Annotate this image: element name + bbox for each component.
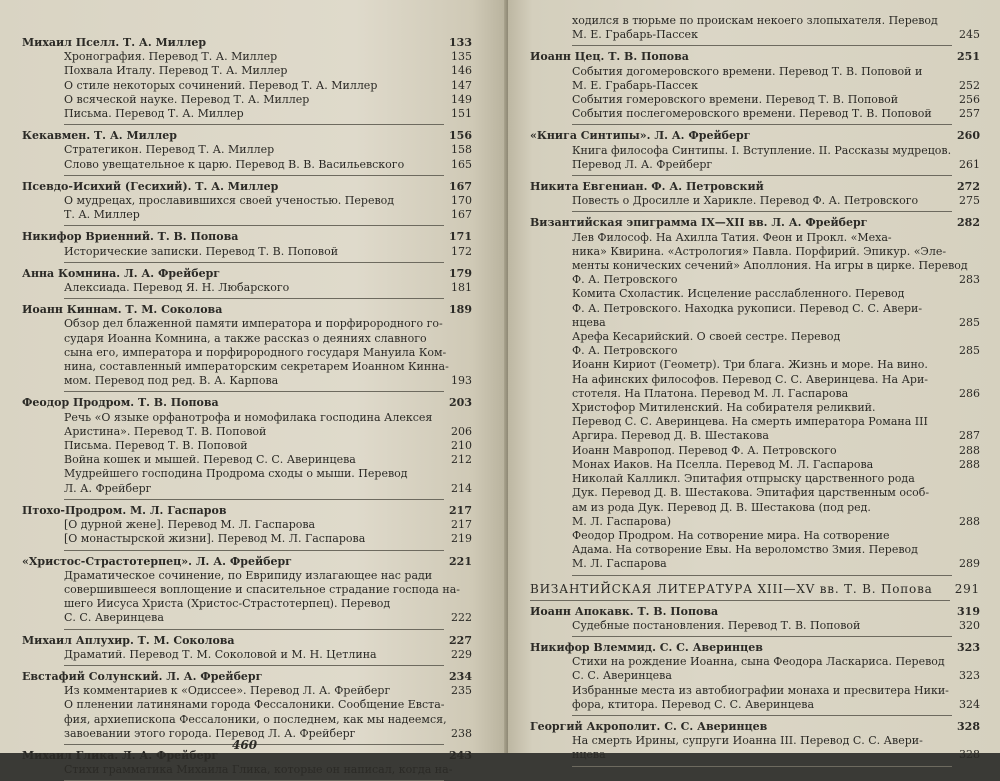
- toc-entry-line: [530, 669, 980, 683]
- toc-entry-line: [530, 158, 980, 172]
- toc-page-number: 214: [451, 481, 472, 495]
- toc-page-number: 181: [451, 281, 472, 295]
- toc-entry-text: ходился в тюрьме по проискам некоего злопыхателя. Перевод: [572, 14, 938, 27]
- toc-entry-text: М. Л. Гаспарова: [572, 557, 667, 571]
- toc-entry-line: [22, 281, 472, 295]
- toc-author-heading: [22, 396, 472, 410]
- toc-entry-line: [530, 501, 980, 515]
- divider: [572, 175, 952, 176]
- toc-page-number: 285: [959, 344, 980, 358]
- toc-entry-text: сына его, императора и порфирородного государя Мануила Ком-: [64, 345, 447, 359]
- toc-entry-line: [530, 529, 980, 543]
- toc-entry-text: С. С. Аверинцева: [64, 611, 164, 625]
- toc-page-number: 275: [959, 194, 980, 208]
- toc-page-number: 146: [451, 64, 472, 78]
- toc-entry-line: [530, 287, 980, 301]
- toc-page-number: 221: [449, 554, 472, 568]
- toc-author-heading: [22, 634, 472, 648]
- toc-page-number: 256: [959, 93, 980, 107]
- toc-page-number: 167: [451, 208, 472, 222]
- toc-page-number: 171: [449, 230, 472, 244]
- toc-entry-line: [22, 374, 472, 388]
- toc-page-number: 260: [957, 129, 980, 143]
- toc-page-number: 323: [959, 669, 980, 683]
- toc-page-number: 179: [449, 266, 472, 280]
- toc-entry-text: Перевод Л. А. Фрейберг: [572, 157, 713, 171]
- toc-page-number: 282: [957, 216, 980, 230]
- toc-page-number: 147: [451, 78, 472, 92]
- toc-entry-line: [22, 569, 472, 583]
- toc-entry-text: Иоанн Киннам. Т. М. Соколова: [22, 303, 223, 317]
- toc-entry-text: фора, ктитора. Перевод С. С. Аверинцева: [572, 697, 815, 711]
- toc-page-number: 235: [451, 684, 472, 698]
- toc-entry-text: завоевании этого города. Перевод Л. А. Фрейберг: [64, 726, 356, 740]
- toc-page-number: 206: [451, 424, 472, 438]
- toc-entry-line: [530, 486, 980, 500]
- toc-page-number: 328: [957, 719, 980, 733]
- toc-entry-text: Михаил Аплухир. Т. М. Соколова: [22, 633, 235, 647]
- toc-entry-line: [530, 619, 980, 633]
- toc-page-number: 189: [449, 303, 472, 317]
- toc-entry-line: [22, 107, 472, 121]
- toc-entry-text: Алексиада. Перевод Я. Н. Любарского: [64, 281, 290, 295]
- toc-entry-text: Иоанн Цец. Т. В. Попова: [530, 50, 689, 64]
- toc-entry-line: [22, 332, 472, 346]
- toc-entry-line: [530, 515, 980, 529]
- toc-entry-line: [22, 713, 472, 727]
- toc-entry-text: О стиле некоторых сочинений. Перевод Т. А. Миллер: [64, 78, 378, 92]
- toc-entry: [22, 129, 472, 172]
- toc-page-number: 156: [449, 129, 472, 143]
- toc-entry-line: [530, 655, 980, 669]
- toc-entry: [22, 504, 472, 547]
- toc-page-number: 323: [957, 640, 980, 654]
- toc-page-number: 217: [451, 518, 472, 532]
- toc-entry-text: Иоанн Мавропод. Перевод Ф. А. Петровского: [572, 443, 837, 457]
- toc-entry-line: [22, 64, 472, 78]
- toc-entry-line: [530, 373, 980, 387]
- toc-page-number: 222: [451, 611, 472, 625]
- toc-entry-line: [22, 425, 472, 439]
- divider: [572, 715, 952, 716]
- toc-page-number: 251: [957, 50, 980, 64]
- toc-entry-line: [530, 344, 980, 358]
- toc-entry-text: М. Е. Грабарь-Пассек: [572, 78, 698, 92]
- toc-entry-text: На смерть Ирины, супруги Иоанна III. Перевод С. С. Авери-: [572, 734, 923, 748]
- toc-entry-text: Л. А. Фрейберг: [64, 481, 152, 495]
- toc-entry-line: [530, 330, 980, 344]
- toc-entry-text: Стихи на рождение Иоанна, сына Феодора Ласкариса. Перевод: [572, 655, 945, 669]
- toc-entry: [530, 129, 980, 172]
- toc-page-number: 219: [451, 532, 472, 546]
- toc-entry-text: Повесть о Дросилле и Харикле. Перевод Ф. А. Петровского: [572, 194, 919, 208]
- toc-entry-line: [530, 401, 980, 415]
- toc-entry-text: О всяческой науке. Перевод Т. А. Миллер: [64, 92, 310, 106]
- toc-author-heading: [22, 303, 472, 317]
- toc-entry-text: мом. Перевод под ред. В. А. Карпова: [64, 374, 279, 388]
- toc-page-number: 288: [959, 514, 980, 528]
- toc-entry-line: [22, 93, 472, 107]
- toc-page-number: 172: [451, 244, 472, 258]
- toc-entry-line: [530, 458, 980, 472]
- toc-entry-line: [22, 648, 472, 662]
- toc-page-number: 324: [959, 697, 980, 711]
- toc-entry-line: [530, 557, 980, 571]
- divider: [572, 766, 952, 767]
- toc-author-heading: [530, 216, 980, 230]
- toc-entry-text: Мудрейшего господина Продрома сходы о мыши. Перевод: [64, 467, 408, 481]
- toc-entry-text: Анна Комнина. Л. А. Фрейберг: [22, 266, 221, 280]
- toc-entry-text: менты конических сечений» Аполлония. На игры в цирке. Перевод: [572, 259, 968, 273]
- toc-entry-text: Кекавмен. Т. А. Миллер: [22, 129, 177, 143]
- toc-page-number: 210: [451, 439, 472, 453]
- toc-entry-line: [530, 144, 980, 158]
- toc-entry-line: [22, 597, 472, 611]
- toc-page-number: 170: [451, 194, 472, 208]
- toc-entry-text: Речь «О языке орфанотрофа и номофилака господина Алексея: [64, 410, 433, 424]
- toc-entry-line: [22, 532, 472, 546]
- toc-entry-text: Иоанн Апокавк. Т. В. Попова: [530, 604, 719, 618]
- divider: [64, 262, 444, 263]
- toc-entry-text: С. С. Аверинцева: [572, 669, 672, 683]
- divider: [64, 124, 444, 125]
- toc-entry-text: Монах Иаков. На Пселла. Перевод М. Л. Гаспарова: [572, 457, 874, 471]
- toc-entry-text: Ф. А. Петровского. Находка рукописи. Перевод С. С. Авери-: [572, 301, 923, 315]
- toc-entry-text: О пленении латинянами города Фессалоники. Сообщение Евста-: [64, 698, 445, 712]
- divider: [64, 391, 444, 392]
- toc-entry: [22, 303, 472, 388]
- toc-entry: [22, 267, 472, 295]
- toc-entry-text: Ф. А. Петровского: [572, 273, 678, 287]
- toc-page-number: 283: [959, 273, 980, 287]
- divider: [572, 124, 952, 125]
- toc-entry-text: Письма. Перевод Т. А. Миллер: [64, 107, 244, 121]
- toc-entry-line: [530, 65, 980, 79]
- toc-page-number: 286: [959, 386, 980, 400]
- divider: [572, 636, 952, 637]
- toc-entry-text: фия, архиепископа Фессалоники, о последнем, как мы надеемся,: [64, 712, 447, 726]
- toc-entry-line: [22, 158, 472, 172]
- toc-entry-text: сударя Иоанна Комнина, а также рассказ о деяниях славного: [64, 331, 427, 345]
- toc-entry: [22, 749, 472, 777]
- toc-entry: [22, 634, 472, 662]
- toc-entry-line: [530, 734, 980, 748]
- page-number: 460: [232, 738, 258, 752]
- toc-entry-line: [22, 79, 472, 93]
- divider: [572, 45, 952, 46]
- toc-entry: [22, 180, 472, 223]
- toc-entry-text: Византийская эпиграмма IX—XII вв. Л. А. Фрейберг: [530, 216, 868, 230]
- toc-author-heading: [22, 36, 472, 50]
- toc-page-number: 272: [957, 180, 980, 194]
- toc-entry-line: [22, 143, 472, 157]
- toc-page-number: 285: [959, 315, 980, 329]
- toc-entry-line: [530, 429, 980, 443]
- toc-author-heading: [530, 180, 980, 194]
- toc-entry: [530, 720, 980, 763]
- toc-entry: [22, 36, 472, 121]
- toc-page-number: 165: [451, 157, 472, 171]
- toc-entry-text: Перевод С. С. Аверинцева. На смерть императора Романа III: [572, 415, 928, 429]
- toc-entry-text: На афинских философов. Перевод С. С. Аверинцева. На Ари-: [572, 372, 928, 386]
- toc-author-heading: [22, 504, 472, 518]
- divider: [64, 175, 444, 176]
- toc-entry-text: Судебные постановления. Перевод Т. В. Поповой: [572, 618, 861, 632]
- toc-entry-text: Похвала Италу. Перевод Т. А. Миллер: [64, 64, 288, 78]
- toc-entry-text: нцева: [572, 748, 606, 762]
- toc-page-number: 133: [449, 36, 472, 49]
- toc-entry-line: [22, 360, 472, 374]
- toc-page-number: 288: [959, 443, 980, 457]
- toc-entry-text: нцева: [572, 315, 606, 329]
- toc-entry-line: [22, 208, 472, 222]
- toc-entry-text: Слово увещательное к царю. Перевод В. В. Васильевского: [64, 157, 405, 171]
- toc-entry-line: [22, 194, 472, 208]
- toc-entry-text: нина, составленный императорским секретарем Иоанном Кинна-: [64, 360, 449, 374]
- toc-entry-text: События гомеровского времени. Перевод Т. В. Поповой: [572, 93, 899, 107]
- toc-page-number: 212: [451, 453, 472, 467]
- toc-entry-text: Дук. Перевод Д. В. Шестакова. Эпитафия царственным особ-: [572, 486, 930, 500]
- toc-page-number: 289: [959, 557, 980, 571]
- toc-entry-line: [530, 14, 980, 28]
- toc-entry-text: Драматий. Перевод Т. М. Соколовой и М. Н. Цетлина: [64, 647, 377, 661]
- toc-page-number: 149: [451, 92, 472, 106]
- toc-entry-text: стотеля. На Платона. Перевод М. Л. Гаспарова: [572, 386, 849, 400]
- toc-entry-line: [22, 518, 472, 532]
- toc-page-number: 203: [449, 396, 472, 410]
- toc-entry-line: [530, 415, 980, 429]
- toc-entry-line: [22, 482, 472, 496]
- toc-page-number: 229: [451, 647, 472, 661]
- toc-entry-text: Стихи грамматика Михаила Глика, которые он написал, когда на-: [64, 763, 453, 777]
- toc-entry-text: Ф. А. Петровского: [572, 344, 678, 358]
- toc-entry-line: [22, 245, 472, 259]
- toc-page-number: 320: [959, 618, 980, 632]
- divider: [64, 550, 444, 551]
- toc-author-heading: [22, 267, 472, 281]
- toc-entry-text: Феодор Продром. Т. В. Попова: [22, 396, 219, 410]
- toc-entry-text: Лев Философ. На Ахилла Татия. Феон и Прокл. «Меха-: [572, 230, 892, 244]
- toc-page-number: 243: [449, 748, 472, 762]
- toc-entry-text: Христофор Митиленский. На собирателя реликвий.: [572, 401, 876, 415]
- toc-entry: [22, 396, 472, 495]
- toc-entry-text: [О дурной жене]. Перевод М. Л. Гаспарова: [64, 518, 316, 532]
- toc-entry-text: Арефа Кесарийский. О своей сестре. Перевод: [572, 330, 841, 344]
- toc-entry-line: [530, 273, 980, 287]
- toc-entry: [530, 216, 980, 571]
- toc-page-number: 167: [449, 179, 472, 193]
- toc-entry: [22, 230, 472, 258]
- toc-entry-text: Феодор Продром. На сотворение мира. На сотворение: [572, 528, 890, 542]
- toc-entry-text: Т. А. Миллер: [64, 208, 140, 222]
- toc-page-number: 288: [959, 457, 980, 471]
- toc-entry-text: Никифор Влеммид. С. С. Аверинцев: [530, 640, 763, 654]
- toc-entry-line: [22, 411, 472, 425]
- toc-entry-text: Хронография. Перевод Т. А. Миллер: [64, 50, 278, 64]
- toc-entry-text: События догомеровского времени. Перевод Т. В. Поповой и: [572, 64, 923, 78]
- toc-entry-line: [22, 453, 472, 467]
- toc-entry-text: совершившееся воплощение и спасительное страдание господа на-: [64, 582, 460, 596]
- toc-page-number: 217: [449, 503, 472, 517]
- toc-entry-line: [530, 259, 980, 273]
- toc-entry-text: Михаил Глика. Л. А. Фрейберг: [22, 748, 219, 762]
- toc-entry-text: Война кошек и мышей. Перевод С. С. Аверинцева: [64, 453, 356, 467]
- toc-entry-line: [530, 231, 980, 245]
- toc-entry-line: [530, 387, 980, 401]
- toc-page-number: 135: [451, 50, 472, 64]
- toc-entry-line: [530, 245, 980, 259]
- toc-entry-line: [530, 748, 980, 762]
- divider: [64, 225, 444, 226]
- toc-author-heading: [22, 129, 472, 143]
- toc-author-heading: [530, 720, 980, 734]
- toc-entry-text: шего Иисуса Христа (Христос-Страстотерпец). Перевод: [64, 597, 391, 611]
- toc-entry-text: «Книга Синтипы». Л. А. Фрейберг: [530, 129, 751, 143]
- divider: [530, 600, 950, 601]
- toc-page-number: 291: [954, 581, 980, 596]
- toc-entry-text: Никита Евгениан. Ф. А. Петровский: [530, 180, 764, 194]
- toc-page-number: 227: [449, 633, 472, 647]
- toc-entry-text: ам из рода Дук. Перевод Д. В. Шестакова (под ред.: [572, 500, 871, 514]
- toc-entry-text: Избранные места из автобиографии монаха и пресвитера Ники-: [572, 683, 949, 697]
- toc-entry-line: [530, 698, 980, 712]
- toc-entry-text: Из комментариев к «Одиссее». Перевод Л. А. Фрейберг: [64, 684, 391, 698]
- toc-entry-text: Комита Схоластик. Исцеление расслабленного. Перевод: [572, 287, 905, 301]
- toc-entry-line: [22, 439, 472, 453]
- toc-author-heading: [22, 555, 472, 569]
- toc-entry-text: ника» Квирина. «Астрология» Павла. Порфирий. Эпикур. «Эле-: [572, 244, 947, 258]
- toc-entry-line: [530, 316, 980, 330]
- toc-entry-line: [530, 444, 980, 458]
- toc-entry-line: [530, 107, 980, 121]
- toc-entry-text: Драматическое сочинение, по Еврипиду излагающее нас ради: [64, 568, 433, 582]
- toc-entry-line: [530, 28, 980, 42]
- toc-entry-line: [530, 79, 980, 93]
- toc-entry-text: Иоанн Кириот (Геометр). Три блага. Жизнь и море. На вино.: [572, 358, 928, 372]
- section-title: ВИЗАНТИЙСКАЯ ЛИТЕРАТУРА XIII—XV вв. Т. В. Попова: [530, 581, 933, 596]
- toc-page-number: 193: [451, 374, 472, 388]
- toc-entry-text: Обзор дел блаженной памяти императора и порфирородного го-: [64, 317, 443, 331]
- toc-entry: [530, 180, 980, 208]
- toc-entry-line: [22, 763, 472, 777]
- toc-entry-text: События послегомеровского времени. Перевод Т. В. Поповой: [572, 107, 932, 121]
- toc-entry-text: Книга философа Синтипы. I. Вступление. II. Рассказы мудрецов.: [572, 143, 952, 157]
- divider: [64, 499, 444, 500]
- toc-entry-line: [530, 543, 980, 557]
- toc-entry-line: [22, 317, 472, 331]
- toc-entry-text: Стратегикон. Перевод Т. А. Миллер: [64, 143, 275, 157]
- toc-entry: [530, 605, 980, 633]
- toc-entry-text: Исторические записки. Перевод Т. В. Поповой: [64, 244, 339, 258]
- toc-entry-text: Николай Калликл. Эпитафия отпрыску царственного рода: [572, 472, 915, 486]
- divider: [572, 211, 952, 212]
- toc-entry-text: Михаил Пселл. Т. А. Миллер: [22, 36, 207, 49]
- toc-page-number: 234: [449, 669, 472, 683]
- toc-entry-text: О мудрецах, прославившихся своей ученостью. Перевод: [64, 194, 395, 208]
- toc-entry-line: [22, 346, 472, 360]
- toc-entry-text: Евстафий Солунский. Л. А. Фрейберг: [22, 669, 263, 683]
- toc-page-number: 261: [959, 157, 980, 171]
- toc-entry-text: Георгий Акрополит. С. С. Аверинцев: [530, 719, 768, 733]
- toc-author-heading: [530, 129, 980, 143]
- toc-entry-text: М. Е. Грабарь-Пассек: [572, 28, 698, 42]
- toc-author-heading: [530, 605, 980, 619]
- left-toc: [0, 0, 472, 777]
- toc-entry-text: М. Л. Гаспарова): [572, 514, 672, 528]
- toc-entry-line: [530, 302, 980, 316]
- toc-entry-line: [22, 698, 472, 712]
- toc-entry-text: Адама. На сотворение Евы. На вероломство Змия. Перевод: [572, 543, 918, 557]
- toc-entry-line: [530, 472, 980, 486]
- toc-entry-text: Аристина». Перевод Т. В. Поповой: [64, 424, 267, 438]
- toc-entry-line: [530, 194, 980, 208]
- toc-author-heading: [530, 641, 980, 655]
- toc-entry: [22, 555, 472, 626]
- toc-author-heading: [22, 670, 472, 684]
- toc-entry-line: [22, 583, 472, 597]
- toc-entry-text: Никифор Вриенний. Т. В. Попова: [22, 230, 239, 244]
- toc-author-heading: [22, 230, 472, 244]
- toc-entry: [530, 641, 980, 712]
- toc-page-number: 238: [451, 726, 472, 740]
- section-heading: [530, 582, 980, 597]
- toc-page-number: 151: [451, 107, 472, 121]
- toc-entry-line: [530, 684, 980, 698]
- toc-entry-text: «Христос-Страстотерпец». Л. А. Фрейберг: [22, 554, 292, 568]
- toc-entry-line: [530, 358, 980, 372]
- toc-entry: [22, 670, 472, 741]
- toc-page-number: 328: [959, 748, 980, 762]
- toc-entry-line: [530, 93, 980, 107]
- toc-entry-text: Аргира. Перевод Д. В. Шестакова: [572, 429, 769, 443]
- toc-entry: [530, 50, 980, 121]
- toc-author-heading: [22, 180, 472, 194]
- divider: [64, 665, 444, 666]
- toc-entry-line: [22, 684, 472, 698]
- toc-page-number: 245: [959, 28, 980, 42]
- toc-entry-text: [О монастырской жизни]. Перевод М. Л. Гаспарова: [64, 532, 366, 546]
- toc-page-number: 252: [959, 78, 980, 92]
- toc-page-number: 319: [957, 604, 980, 618]
- toc-entry-line: [22, 467, 472, 481]
- toc-entry-text: Птохо-Продром. М. Л. Гаспаров: [22, 503, 227, 517]
- toc-entry-line: [22, 611, 472, 625]
- right-toc: [508, 0, 980, 762]
- toc-page-number: 158: [451, 143, 472, 157]
- divider: [64, 298, 444, 299]
- right-page: [508, 0, 1000, 762]
- toc-author-heading: [530, 50, 980, 64]
- toc-entry-text: Письма. Перевод Т. В. Поповой: [64, 439, 248, 453]
- divider: [572, 575, 952, 576]
- toc-entry-text: Псевдо-Исихий (Гесихий). Т. А. Миллер: [22, 179, 279, 193]
- toc-page-number: 257: [959, 107, 980, 121]
- divider: [64, 629, 444, 630]
- toc-page-number: 287: [959, 429, 980, 443]
- toc-entry-line: [22, 50, 472, 64]
